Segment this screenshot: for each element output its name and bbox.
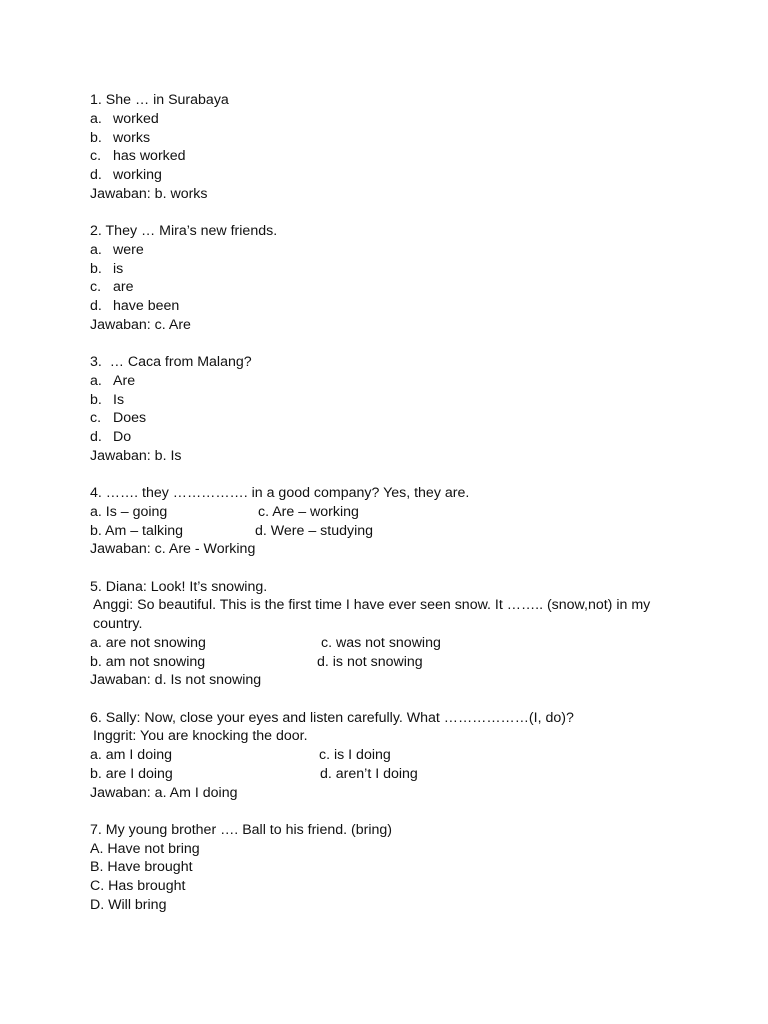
option-b: b. Is — [90, 391, 125, 408]
options-row-2 — [90, 522, 690, 541]
option-b: b. is — [90, 260, 124, 277]
question-stem: 6. Sally: Now, close your eyes and listen carefully. What ………………(I, do)? — [90, 709, 574, 726]
option-c: C. Has brought — [90, 878, 186, 894]
question-stem-continued: Inggrit: You are knocking the door. — [93, 728, 308, 745]
question-stem: 4. ……. they ……………. in a good company? Yes, they are. — [90, 485, 470, 501]
option-c: c. are — [90, 279, 134, 296]
option-c: c. was not snowing — [321, 634, 441, 651]
options-row-2 — [90, 653, 690, 672]
question-stem: 2. They … Mira’s new friends. — [90, 223, 278, 239]
question-6 — [90, 709, 690, 803]
option-b: b. are I doing — [90, 765, 173, 782]
question-2 — [90, 222, 690, 335]
option-b: b. am not snowing — [90, 653, 206, 670]
option-c: c. Does — [90, 410, 147, 427]
option-b: b. works — [90, 129, 151, 146]
option-d: D. Will bring — [90, 896, 167, 913]
answer-line: Jawaban: b. Is — [90, 447, 182, 464]
option-b: B. Have brought — [90, 859, 193, 876]
question-stem-continued: Anggi: So beautiful. This is the first time I have ever seen snow. It …….. (snow,not) in my country. — [93, 597, 651, 632]
answer-line: Jawaban: b. works — [90, 185, 208, 202]
question-5 — [90, 578, 690, 691]
document-page — [90, 91, 690, 933]
option-a: a. are not snowing — [90, 634, 206, 651]
question-stem: 7. My young brother …. Ball to his friend. (bring) — [90, 821, 393, 838]
option-a: a. worked — [90, 110, 159, 127]
option-d: d. Were – studying — [255, 522, 374, 539]
options-row-2 — [90, 765, 690, 784]
question-stem: 1. She … in Surabaya — [90, 92, 229, 108]
options-row-1 — [90, 634, 690, 653]
question-stem: 3. … Caca from Malang? — [90, 354, 252, 370]
options-row-1 — [90, 503, 690, 522]
option-c: c. is I doing — [319, 747, 391, 763]
answer-line: Jawaban: d. Is not snowing — [90, 672, 262, 689]
option-d: d. working — [90, 167, 162, 183]
question-4 — [90, 484, 690, 559]
option-c: c. has worked — [90, 148, 186, 165]
option-a: a. were — [90, 241, 144, 258]
question-1 — [90, 91, 690, 204]
option-a: A. Have not bring — [90, 840, 200, 857]
option-b: b. Am – talking — [90, 522, 184, 539]
option-d: d. aren’t I doing — [320, 765, 418, 782]
answer-line: Jawaban: a. Am I doing — [90, 784, 238, 801]
option-a: a. am I doing — [90, 747, 173, 763]
question-3 — [90, 353, 690, 466]
option-d: d. Do — [90, 429, 132, 445]
option-c: c. Are – working — [258, 503, 359, 520]
option-d: d. is not snowing — [317, 653, 423, 670]
answer-line: Jawaban: c. Are - Working — [90, 541, 256, 558]
option-a: a. Is – going — [90, 503, 168, 520]
question-7 — [90, 821, 690, 915]
question-stem: 5. Diana: Look! It’s snowing. — [90, 578, 268, 595]
options-row-1 — [90, 746, 690, 765]
answer-line: Jawaban: c. Are — [90, 316, 191, 333]
option-d: d. have been — [90, 298, 180, 314]
option-a: a. Are — [90, 372, 136, 389]
